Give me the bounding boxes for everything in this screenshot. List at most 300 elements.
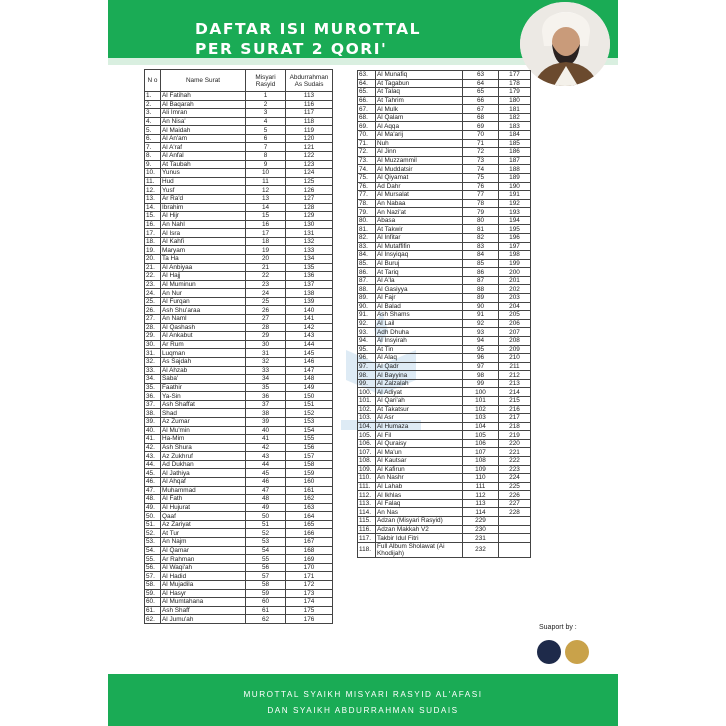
table-cell: 156 xyxy=(286,443,333,452)
table-row xyxy=(145,143,333,152)
table-cell: Al Ma'un xyxy=(376,448,463,457)
table-cell: 105 xyxy=(463,431,499,440)
table-cell: Al Falaq xyxy=(376,499,463,508)
table-cell: 175 xyxy=(286,606,333,615)
table-cell: 75. xyxy=(358,173,376,182)
table-cell: 172 xyxy=(286,580,333,589)
table-cell: An Nahl xyxy=(161,220,246,229)
table-cell: 33. xyxy=(145,366,161,375)
table-cell: 77 xyxy=(463,191,499,200)
table-cell: 43 xyxy=(246,452,286,461)
table-cell: Al Quraisy xyxy=(376,439,463,448)
table-cell: 194 xyxy=(499,216,531,225)
table-row xyxy=(145,340,333,349)
table-cell: 231 xyxy=(463,534,499,543)
table-cell: 76 xyxy=(463,182,499,191)
table-cell: 52 xyxy=(246,529,286,538)
table-cell: 127 xyxy=(286,194,333,203)
table-cell: Takbir Idul Fitri xyxy=(376,534,463,543)
table-cell: An Nashr xyxy=(376,474,463,483)
table-cell: Ash Shaff xyxy=(161,606,246,615)
table-cell: 10. xyxy=(145,169,161,178)
table-cell: 160 xyxy=(286,478,333,487)
table-cell: 113. xyxy=(358,499,376,508)
table-cell: 220 xyxy=(499,439,531,448)
table-cell xyxy=(499,534,531,543)
sponsor-logo-icon xyxy=(565,640,589,664)
table-cell: 9 xyxy=(246,160,286,169)
table-cell: Al Infitar xyxy=(376,233,463,242)
table-cell: 210 xyxy=(499,354,531,363)
table-cell: 191 xyxy=(499,191,531,200)
table-cell: 86. xyxy=(358,268,376,277)
table-cell: 99 xyxy=(463,379,499,388)
table-cell: Al Qamar xyxy=(161,546,246,555)
table-cell: Al Ikhlas xyxy=(376,491,463,500)
table-cell: 51. xyxy=(145,520,161,529)
table-cell: 183 xyxy=(499,122,531,131)
table-cell: 232 xyxy=(463,542,499,557)
table-cell: 215 xyxy=(499,396,531,405)
table-cell: 213 xyxy=(499,379,531,388)
table-row xyxy=(145,538,333,547)
table-cell: 83. xyxy=(358,242,376,251)
table-cell: Al Furqan xyxy=(161,297,246,306)
table-row xyxy=(145,357,333,366)
table-cell: 83 xyxy=(463,242,499,251)
table-cell: 81. xyxy=(358,225,376,234)
table-row xyxy=(145,580,333,589)
table-cell: 157 xyxy=(286,452,333,461)
table-cell: 214 xyxy=(499,388,531,397)
table-cell: 56 xyxy=(246,563,286,572)
table-cell: At Talaq xyxy=(376,88,463,97)
table-cell xyxy=(499,525,531,534)
table-cell: 47 xyxy=(246,486,286,495)
table-row xyxy=(145,169,333,178)
sponsor-logo-icon xyxy=(537,640,561,664)
table-row xyxy=(358,131,531,140)
table-cell: 86 xyxy=(463,268,499,277)
table-cell: 121 xyxy=(286,143,333,152)
table-cell: Abasa xyxy=(376,216,463,225)
table-row xyxy=(358,379,531,388)
table-cell: Al Hadid xyxy=(161,572,246,581)
table-cell: 95 xyxy=(463,345,499,354)
table-cell: 228 xyxy=(499,508,531,517)
table-cell: 162 xyxy=(286,495,333,504)
table-cell: 24. xyxy=(145,289,161,298)
table-cell: 180 xyxy=(499,96,531,105)
table-cell: 3 xyxy=(246,109,286,118)
table-cell: Al Ankabut xyxy=(161,332,246,341)
table-row xyxy=(358,525,531,534)
table-row xyxy=(358,457,531,466)
table-cell: 195 xyxy=(499,225,531,234)
table-cell: 176 xyxy=(286,615,333,624)
table-row xyxy=(358,173,531,182)
table-cell: 95. xyxy=(358,345,376,354)
table-cell: 163 xyxy=(286,503,333,512)
table-row xyxy=(145,160,333,169)
page-title-line-2: PER SURAT 2 QORI' xyxy=(195,40,388,58)
page-title-line-1: DAFTAR ISI MUROTTAL xyxy=(195,20,422,38)
table-cell: 186 xyxy=(499,148,531,157)
table-cell: 219 xyxy=(499,431,531,440)
table-cell: Al Asr xyxy=(376,414,463,423)
table-row xyxy=(358,242,531,251)
table-cell: 26 xyxy=(246,306,286,315)
table-row xyxy=(358,405,531,414)
table-row xyxy=(145,529,333,538)
table-cell: 102 xyxy=(463,405,499,414)
table-cell: 79. xyxy=(358,208,376,217)
table-row xyxy=(358,319,531,328)
table-cell: 66. xyxy=(358,96,376,105)
table-cell: At Takwir xyxy=(376,225,463,234)
table-cell: 43. xyxy=(145,452,161,461)
table-cell: 116. xyxy=(358,525,376,534)
table-cell: 4 xyxy=(246,117,286,126)
table-row xyxy=(145,220,333,229)
table-cell: 54. xyxy=(145,546,161,555)
table-cell: 227 xyxy=(499,499,531,508)
table-cell: 22. xyxy=(145,272,161,281)
table-cell: 2 xyxy=(246,100,286,109)
table-row xyxy=(358,482,531,491)
table-cell: An Nabaa xyxy=(376,199,463,208)
table-cell: 90 xyxy=(463,302,499,311)
table-cell: Al A'la xyxy=(376,276,463,285)
table-cell: 169 xyxy=(286,555,333,564)
table-cell: 105. xyxy=(358,431,376,440)
table-cell: 81 xyxy=(463,225,499,234)
table-row xyxy=(358,371,531,380)
table-cell: Al Qadr xyxy=(376,362,463,371)
table-cell: 28 xyxy=(246,323,286,332)
table-cell: Ad Dahr xyxy=(376,182,463,191)
table-cell: 154 xyxy=(286,426,333,435)
table-cell: 159 xyxy=(286,469,333,478)
column-header: Misyari Rasyid xyxy=(246,70,286,92)
table-cell: Al Qiyamat xyxy=(376,173,463,182)
table-cell: 17 xyxy=(246,229,286,238)
table-cell: Al Mu'min xyxy=(161,426,246,435)
table-cell: 109 xyxy=(463,465,499,474)
table-cell: 139 xyxy=(286,297,333,306)
table-cell: 89 xyxy=(463,294,499,303)
table-cell: 64. xyxy=(358,79,376,88)
table-cell: Ash Shu'araa xyxy=(161,306,246,315)
table-cell: An Nur xyxy=(161,289,246,298)
table-cell: 70. xyxy=(358,131,376,140)
table-cell: 12 xyxy=(246,186,286,195)
table-cell: Al Mumtahana xyxy=(161,598,246,607)
table-cell: 35 xyxy=(246,383,286,392)
table-cell: 111 xyxy=(463,482,499,491)
toc-table-left xyxy=(144,69,333,624)
table-cell: 146 xyxy=(286,357,333,366)
table-cell: Al A'raf xyxy=(161,143,246,152)
table-cell: 79 xyxy=(463,208,499,217)
table-row xyxy=(145,246,333,255)
table-cell: 15. xyxy=(145,212,161,221)
table-cell: 20. xyxy=(145,254,161,263)
table-cell: Al Kafirun xyxy=(376,465,463,474)
table-cell: 20 xyxy=(246,254,286,263)
table-cell: 130 xyxy=(286,220,333,229)
table-cell: An Nas xyxy=(376,508,463,517)
table-row xyxy=(358,508,531,517)
table-cell: Al Isra xyxy=(161,229,246,238)
table-cell: At Tur xyxy=(161,529,246,538)
table-cell: 140 xyxy=(286,306,333,315)
table-cell: Yunus xyxy=(161,169,246,178)
table-cell: 145 xyxy=(286,349,333,358)
table-cell: 21. xyxy=(145,263,161,272)
table-row xyxy=(145,297,333,306)
table-cell: 37. xyxy=(145,400,161,409)
table-cell: 141 xyxy=(286,315,333,324)
table-cell: 65. xyxy=(358,88,376,97)
table-cell: 98. xyxy=(358,371,376,380)
table-cell: Al Qalam xyxy=(376,113,463,122)
table-cell: 52. xyxy=(145,529,161,538)
table-row xyxy=(145,117,333,126)
table-cell: 22 xyxy=(246,272,286,281)
table-row xyxy=(358,465,531,474)
table-cell: Al Ahzab xyxy=(161,366,246,375)
table-cell: 226 xyxy=(499,491,531,500)
table-cell: 44. xyxy=(145,460,161,469)
table-row xyxy=(358,354,531,363)
table-cell: 110. xyxy=(358,474,376,483)
table-cell: Adzan (Misyari Rasyid) xyxy=(376,517,463,526)
table-cell: 118. xyxy=(358,542,376,557)
table-row xyxy=(358,534,531,543)
table-cell: 51 xyxy=(246,520,286,529)
table-cell: 29 xyxy=(246,332,286,341)
table-cell: 142 xyxy=(286,323,333,332)
table-cell: 68 xyxy=(463,113,499,122)
table-cell: 173 xyxy=(286,589,333,598)
table-cell: 55 xyxy=(246,555,286,564)
table-cell: 5. xyxy=(145,126,161,135)
table-cell: Qaaf xyxy=(161,512,246,521)
table-cell: 118 xyxy=(286,117,333,126)
table-cell: 190 xyxy=(499,182,531,191)
table-cell: 110 xyxy=(463,474,499,483)
table-row xyxy=(358,285,531,294)
table-cell: 97 xyxy=(463,362,499,371)
table-cell: 193 xyxy=(499,208,531,217)
table-cell: 177 xyxy=(499,71,531,80)
table-row xyxy=(145,392,333,401)
table-cell: 84. xyxy=(358,251,376,260)
table-cell: 32. xyxy=(145,357,161,366)
table-cell: 58. xyxy=(145,580,161,589)
table-cell: 14 xyxy=(246,203,286,212)
table-row xyxy=(145,383,333,392)
table-cell: 144 xyxy=(286,340,333,349)
table-cell: 129 xyxy=(286,212,333,221)
table-cell: 6. xyxy=(145,134,161,143)
table-cell: 143 xyxy=(286,332,333,341)
table-cell: Luqman xyxy=(161,349,246,358)
table-cell: 98 xyxy=(463,371,499,380)
table-cell: 88. xyxy=(358,285,376,294)
table-row xyxy=(145,349,333,358)
table-cell: 36. xyxy=(145,392,161,401)
table-cell: 222 xyxy=(499,457,531,466)
table-cell: 46. xyxy=(145,478,161,487)
table-cell: 137 xyxy=(286,280,333,289)
table-cell: 91 xyxy=(463,311,499,320)
table-cell: 108 xyxy=(463,457,499,466)
table-row xyxy=(145,177,333,186)
table-row xyxy=(145,212,333,221)
table-row xyxy=(358,362,531,371)
table-row xyxy=(145,478,333,487)
table-row xyxy=(145,315,333,324)
table-row xyxy=(145,134,333,143)
table-row xyxy=(145,186,333,195)
table-cell: 133 xyxy=(286,246,333,255)
table-cell: 103. xyxy=(358,414,376,423)
table-cell: Al Hasyr xyxy=(161,589,246,598)
table-row xyxy=(145,563,333,572)
table-cell: 205 xyxy=(499,311,531,320)
table-cell: 36 xyxy=(246,392,286,401)
table-cell: 55. xyxy=(145,555,161,564)
table-cell: Al Mursalat xyxy=(376,191,463,200)
table-cell: 96. xyxy=(358,354,376,363)
table-cell: 100. xyxy=(358,388,376,397)
table-cell: 16. xyxy=(145,220,161,229)
table-cell: 125 xyxy=(286,177,333,186)
toc-table-right xyxy=(357,70,531,558)
table-cell: 30 xyxy=(246,340,286,349)
table-cell: Al Zalzalah xyxy=(376,379,463,388)
table-cell: 1. xyxy=(145,92,161,101)
table-cell: 29. xyxy=(145,332,161,341)
table-cell: 112 xyxy=(463,491,499,500)
table-cell: Al Hujurat xyxy=(161,503,246,512)
table-row xyxy=(358,276,531,285)
table-cell: 107 xyxy=(463,448,499,457)
table-cell: 128 xyxy=(286,203,333,212)
table-cell: At Tin xyxy=(376,345,463,354)
table-cell: 165 xyxy=(286,520,333,529)
table-row xyxy=(358,499,531,508)
table-cell: 63 xyxy=(463,71,499,80)
table-cell: 62. xyxy=(145,615,161,624)
table-cell: 155 xyxy=(286,435,333,444)
table-row xyxy=(145,495,333,504)
table-cell: 229 xyxy=(463,517,499,526)
table-cell: Al Kautsar xyxy=(376,457,463,466)
table-cell: 93 xyxy=(463,328,499,337)
table-cell: 61 xyxy=(246,606,286,615)
table-row xyxy=(358,542,531,557)
table-cell: 166 xyxy=(286,529,333,538)
table-cell: 149 xyxy=(286,383,333,392)
table-cell: 217 xyxy=(499,414,531,423)
table-cell: 187 xyxy=(499,156,531,165)
table-row xyxy=(145,152,333,161)
table-cell: At Takatsur xyxy=(376,405,463,414)
table-cell: 92 xyxy=(463,319,499,328)
table-cell: Al Mujadila xyxy=(161,580,246,589)
table-row xyxy=(145,520,333,529)
table-cell: 54 xyxy=(246,546,286,555)
table-row xyxy=(358,474,531,483)
table-row xyxy=(145,92,333,101)
table-cell: Al Buruj xyxy=(376,259,463,268)
table-row xyxy=(358,79,531,88)
table-cell: An Naml xyxy=(161,315,246,324)
table-cell: Al Lail xyxy=(376,319,463,328)
table-cell: 80 xyxy=(463,216,499,225)
table-cell: 63. xyxy=(358,71,376,80)
table-cell: 148 xyxy=(286,375,333,384)
table-cell: 161 xyxy=(286,486,333,495)
table-cell: 185 xyxy=(499,139,531,148)
table-cell: Al Jathiya xyxy=(161,469,246,478)
table-cell: Ya-Sin xyxy=(161,392,246,401)
table-cell: 72. xyxy=(358,148,376,157)
table-cell: 230 xyxy=(463,525,499,534)
table-cell: 131 xyxy=(286,229,333,238)
table-cell: 184 xyxy=(499,131,531,140)
table-cell: 225 xyxy=(499,482,531,491)
table-cell: 23 xyxy=(246,280,286,289)
table-cell: Al Waqi'ah xyxy=(161,563,246,572)
table-cell: Saba' xyxy=(161,375,246,384)
table-cell: 101 xyxy=(463,396,499,405)
table-cell: 5 xyxy=(246,126,286,135)
table-row xyxy=(358,113,531,122)
table-cell: 39. xyxy=(145,417,161,426)
table-cell: 182 xyxy=(499,113,531,122)
table-cell: Al Fil xyxy=(376,431,463,440)
table-cell: 8. xyxy=(145,152,161,161)
table-cell: 92. xyxy=(358,319,376,328)
table-cell: 82 xyxy=(463,233,499,242)
table-cell: 57. xyxy=(145,572,161,581)
table-cell: Ash Shura xyxy=(161,443,246,452)
table-cell: 34. xyxy=(145,375,161,384)
toc-body-right xyxy=(358,71,531,558)
table-row xyxy=(358,251,531,260)
table-row xyxy=(145,546,333,555)
table-row xyxy=(145,280,333,289)
table-cell: 208 xyxy=(499,336,531,345)
table-row xyxy=(145,426,333,435)
table-row xyxy=(145,572,333,581)
table-cell: 158 xyxy=(286,460,333,469)
table-row xyxy=(358,294,531,303)
table-row xyxy=(358,311,531,320)
table-cell: 104. xyxy=(358,422,376,431)
table-cell: Ash Shaffat xyxy=(161,400,246,409)
table-row xyxy=(145,598,333,607)
footer-line-1: MUROTTAL SYAIKH MISYARI RASYID AL'AFASI xyxy=(243,690,483,699)
table-cell: 106. xyxy=(358,439,376,448)
table-cell: Al Kahfi xyxy=(161,237,246,246)
table-cell: 96 xyxy=(463,354,499,363)
table-cell: 147 xyxy=(286,366,333,375)
